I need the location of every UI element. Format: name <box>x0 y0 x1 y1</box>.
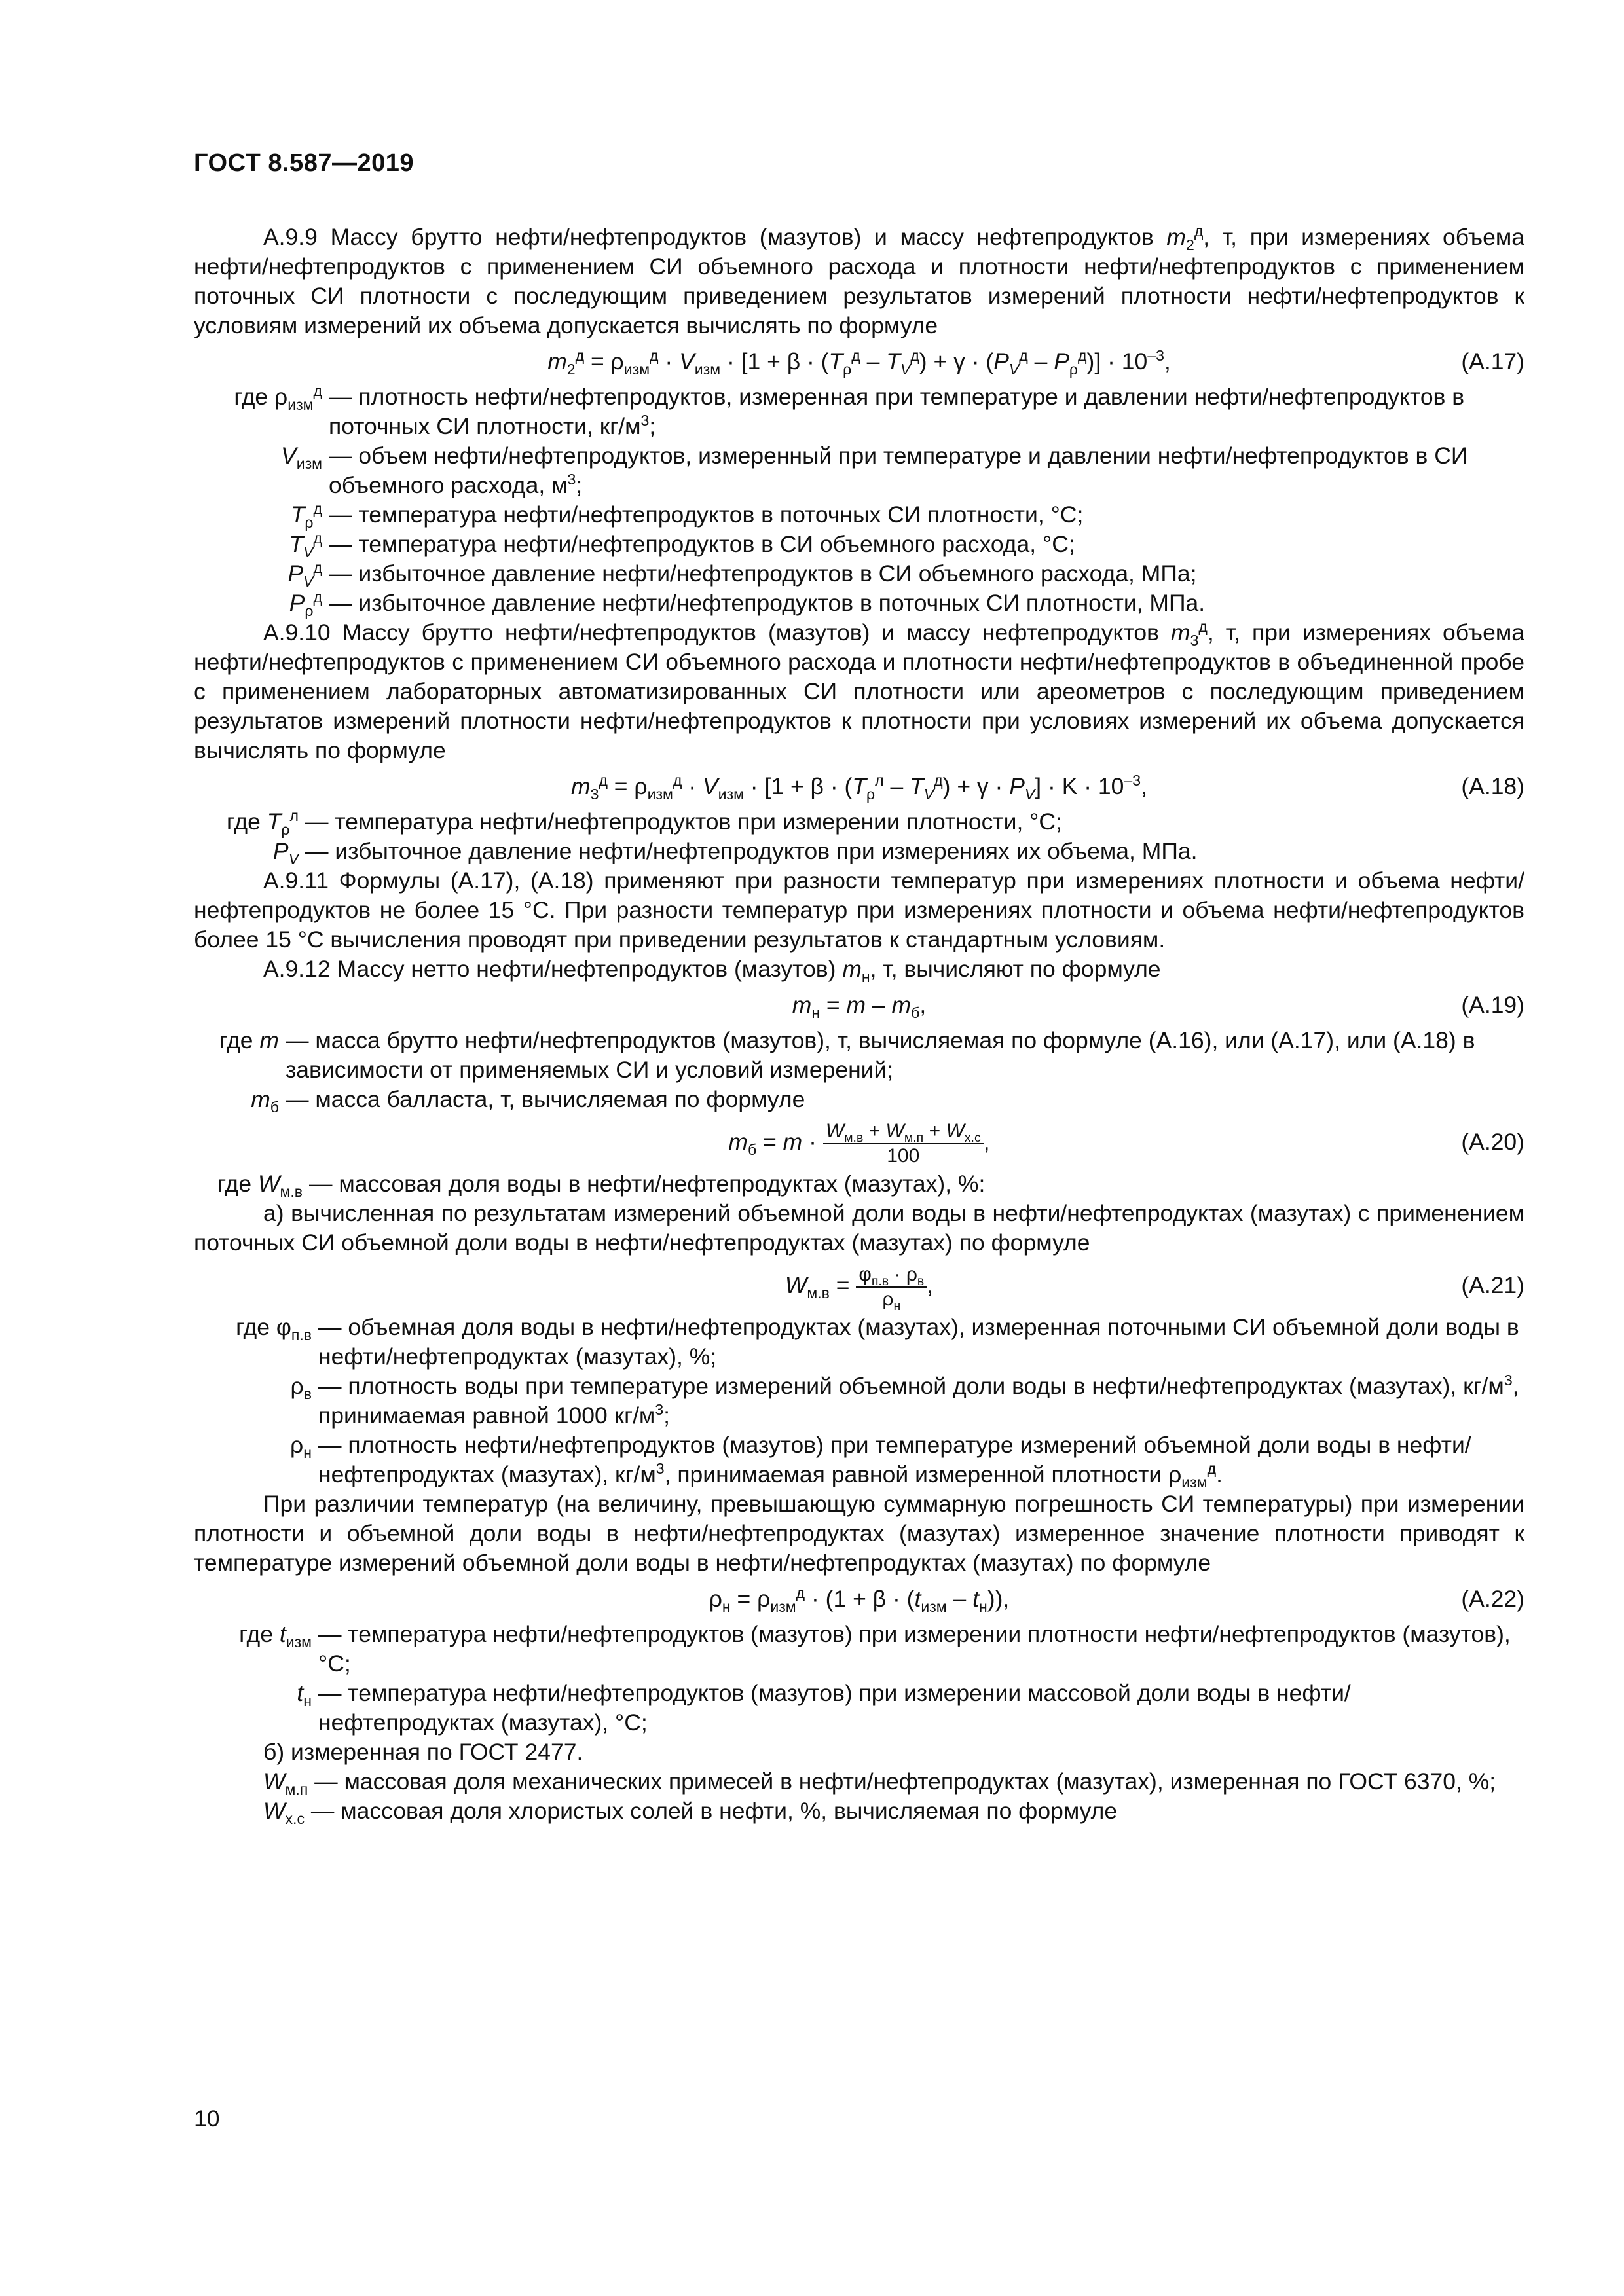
definition-text: — температура нефти/нефтепродуктов в поточных СИ плотности, °С; <box>329 501 1084 528</box>
definition-row <box>194 1313 1524 1372</box>
definition-row <box>194 589 1524 618</box>
page-content <box>194 223 1524 1826</box>
definition-symbol: где $\rho_{изм}^д$ <box>234 382 322 414</box>
definition-text: — объем нефти/нефтепродуктов, измеренный при температуре и давлении нефти/нефтепродуктов в СИ объемного расхода, $м^3$; <box>329 443 1468 498</box>
definition-text: — температура нефти/нефтепродуктов (мазутов) при измерении массовой доли воды в нефти/нефтепродуктах (мазутах), °С; <box>318 1680 1351 1736</box>
definition-text: — массовая доля механических примесей в нефти/нефтепродуктах (мазутах), измеренная по ГОСТ 6370, %; <box>314 1768 1496 1795</box>
definition-symbol: $\rho_в$ <box>290 1373 312 1403</box>
formula-a22-number: (А.22) <box>1461 1586 1524 1612</box>
definition-row <box>194 1085 1524 1114</box>
fraction: $\frac{W_{м.в} + W_{м.п} + W_{х.с}}{100}$ <box>823 1120 984 1168</box>
page-header: ГОСТ 8.587—2019 <box>194 149 414 177</box>
formula-a17-expression: $m_2^д = \rho_{изм}^д \cdot V_{изм} \cdot [1 + \beta \cdot (T_\rho^д - T_V^д) + \gamma \cdot (P_V^д - P_\rho^д)] \cdot 10^{-3}$, <box>547 347 1171 378</box>
definition-symbol: $V_{изм}$ <box>281 443 322 473</box>
formula-a17-number: (А.17) <box>1461 348 1524 374</box>
definition-wxc: $W_{х.с}$ — массовая доля хлористых солей в нефти, %, вычисляемая по формуле <box>263 1798 1118 1828</box>
definition-symbol: где $T_\rho^л$ <box>227 807 299 839</box>
definition-symbol: где $t_{изм}$ <box>239 1621 312 1651</box>
definition-row <box>194 1026 1524 1085</box>
definition-text: — масса балласта, т, вычисляемая по формуле <box>286 1086 805 1112</box>
definition-text: — плотность нефти/нефтепродуктов (мазутов) при температуре измерений объемной доли воды в нефти/нефтепродуктах (мазутах), $кг/м^3$, принимаемая равной измеренной плотности $\rho_{изм}^д$. <box>318 1432 1471 1491</box>
definition-symbol: $t_н$ <box>297 1680 312 1710</box>
definition-symbol: где $W_{м.в}$ <box>217 1171 303 1201</box>
paragraph-diff-temp: При различии температур (на величину, превышающую суммарную погрешность СИ температуры) при измерении плотности и объемной доли воды в нефти/нефтепродуктах (мазутах) измеренное значение плотности приводят к температуре измерений объемной доли воды в нефти/нефтепродуктах (мазутах) по формуле <box>194 1491 1524 1576</box>
formula-a22 <box>194 1578 1524 1620</box>
definition-text: — избыточное давление нефти/нефтепродуктов при измерениях их объема, МПа. <box>305 838 1198 864</box>
definition-row <box>194 1430 1524 1489</box>
definition-text: — масса брутто нефти/нефтепродуктов (мазутов), т, вычисляемая по формуле (А.16), или (А.17), или (А.18) в зависимости от применяемых СИ и условий измерений; <box>286 1027 1475 1083</box>
definition-text: — объемная доля воды в нефти/нефтепродуктах (мазутах), измеренная поточными СИ объемной доли воды в нефти/нефтепродуктах (мазутах), %; <box>318 1314 1519 1370</box>
formula-a20 <box>194 1114 1524 1169</box>
formula-a21-number: (А.21) <box>1461 1272 1524 1298</box>
definition-text: — избыточное давление нефти/нефтепродуктов в поточных СИ плотности, МПа. <box>329 590 1206 616</box>
definition-symbol: $m_б$ <box>251 1086 279 1116</box>
formula-a17 <box>194 340 1524 382</box>
definition-symbol: где m <box>219 1027 279 1053</box>
definition-symbol: $P_\rho^д$ <box>289 589 322 620</box>
formula-a19-expression: $m_н = m - m_б$, <box>792 992 927 1022</box>
formula-a22-expression: $\rho_н = \rho_{изм}^д \cdot (1 + \beta \cdot (t_{изм} - t_н))$, <box>709 1584 1010 1616</box>
paragraph-a911: А.9.11 Формулы (А.17), (А.18) применяют при разности температур при измерениях плотности и объема нефти/нефтепродуктов не более 15 °С. При разности температур при измерениях плотности и объема нефти/нефтепродуктов более 15 °С вычисления проводят при приведении результатов к стандартным условиям. <box>194 867 1524 953</box>
definition-symbol: где $\varphi_{п.в}$ <box>236 1314 312 1344</box>
definition-text: — температура нефти/нефтепродуктов в СИ объемного расхода, °С; <box>329 531 1075 557</box>
definition-row <box>194 441 1524 500</box>
definition-row <box>194 807 1524 837</box>
formula-a18-number: (А.18) <box>1461 773 1524 799</box>
definition-row <box>194 1372 1524 1430</box>
paragraph-a99: А.9.9 Массу брутто нефти/нефтепродуктов (мазутов) и массу нефтепродуктов $m_2^д$, т, при измерениях объема нефти/нефтепродуктов с применением СИ объемного расхода и плотности нефти/нефтепродуктов с применением поточных СИ плотности с последующим приведением результатов измерений плотности нефти/нефтепродуктов к условиям измерений их объема допускается вычислять по формуле <box>194 223 1524 338</box>
paragraph-a910: А.9.10 Массу брутто нефти/нефтепродуктов (мазутов) и массу нефтепродуктов $m_3^д$, т, при измерениях объема нефти/нефтепродуктов с применением СИ объемного расхода и плотности нефти/нефтепродуктов в объединенной пробе с применением лабораторных автоматизированных СИ плотности или ареометров с последующим приведением результатов измерений плотности нефти/нефтепродуктов к плотности при условиях измерений их объема допускается вычислять по формуле <box>194 618 1524 763</box>
page-number: 10 <box>194 2105 220 2132</box>
formula-a21-expression: $W_{м.в}$ = $\frac{\varphi_{п.в} \cdot \rho_в}{\rho_н}$ , <box>784 1263 934 1313</box>
definition-row <box>194 837 1524 866</box>
definition-row <box>194 530 1524 559</box>
formula-a19 <box>194 984 1524 1026</box>
definition-text: — избыточное давление нефти/нефтепродуктов в СИ объемного расхода, МПа; <box>329 560 1197 587</box>
definition-symbol: $P_V$ <box>272 838 299 868</box>
definition-row <box>194 500 1524 530</box>
formula-a21 <box>194 1258 1524 1313</box>
formula-a19-number: (А.19) <box>1461 992 1524 1018</box>
definition-text: — массовая доля воды в нефти/нефтепродуктах (мазутах), %: <box>309 1171 986 1197</box>
definition-text: — массовая доля хлористых солей в нефти, %, вычисляемая по формуле <box>310 1798 1118 1824</box>
formula-a20-expression: $m_б = m$ · $\frac{W_{м.в} + W_{м.п} + W_{х.с}}{100}$ , <box>728 1120 990 1167</box>
definition-text: — плотность нефти/нефтепродуктов, измеренная при температуре и давлении нефти/нефтепродуктов в поточных СИ плотности, $кг/м^3$; <box>329 384 1465 439</box>
definition-text: — температура нефти/нефтепродуктов при измерении плотности, °С; <box>305 809 1062 835</box>
definition-row <box>194 382 1524 441</box>
definition-text: — температура нефти/нефтепродуктов (мазутов) при измерении плотности нефти/нефтепродуктов (мазутов), °С; <box>318 1621 1511 1677</box>
definition-text: — плотность воды при температуре измерений объемной доли воды в нефти/нефтепродуктах (мазутах), $кг/м^3$, принимаемая равной 1000 $кг/м^3$; <box>318 1372 1519 1429</box>
definition-row <box>194 559 1524 589</box>
definition-row <box>194 1620 1524 1679</box>
definition-symbol: $P_V^д$ <box>287 559 322 591</box>
definition-symbol: $T_\rho^д$ <box>290 500 322 532</box>
item-b: б) измеренная по ГОСТ 2477. <box>263 1739 583 1765</box>
paragraph-a912: А.9.12 Массу нетто нефти/нефтепродуктов (мазутов) $m_н$, т, вычисляют по формуле <box>263 956 1161 986</box>
formula-a18-expression: $m_3^д = \rho_{изм}^д \cdot V_{изм} \cdot [1 + \beta \cdot (T_\rho^л - T_V^д) + \gamma \cdot P_V] \cdot K \cdot 10^{-3}$, <box>571 772 1147 803</box>
fraction: $\frac{\varphi_{п.в} \cdot \rho_в}{\rho_н}$ <box>856 1263 927 1311</box>
definition-row <box>194 1679 1524 1738</box>
item-a: а) вычисленная по результатам измерений объемной доли воды в нефти/нефтепродуктах (мазутах) с применением поточных СИ объемной доли воды в нефти/нефтепродуктах (мазутах) по формуле <box>194 1200 1524 1256</box>
definition-wmp: $W_{м.п}$ — массовая доля механических примесей в нефти/нефтепродуктах (мазутах), измеренная по ГОСТ 6370, %; <box>263 1768 1496 1798</box>
definition-row <box>194 1169 1524 1199</box>
formula-a18 <box>194 765 1524 807</box>
definition-symbol: $T_V^д$ <box>289 530 322 561</box>
formula-a20-number: (А.20) <box>1461 1129 1524 1155</box>
definition-symbol: $\rho_н$ <box>290 1432 312 1462</box>
